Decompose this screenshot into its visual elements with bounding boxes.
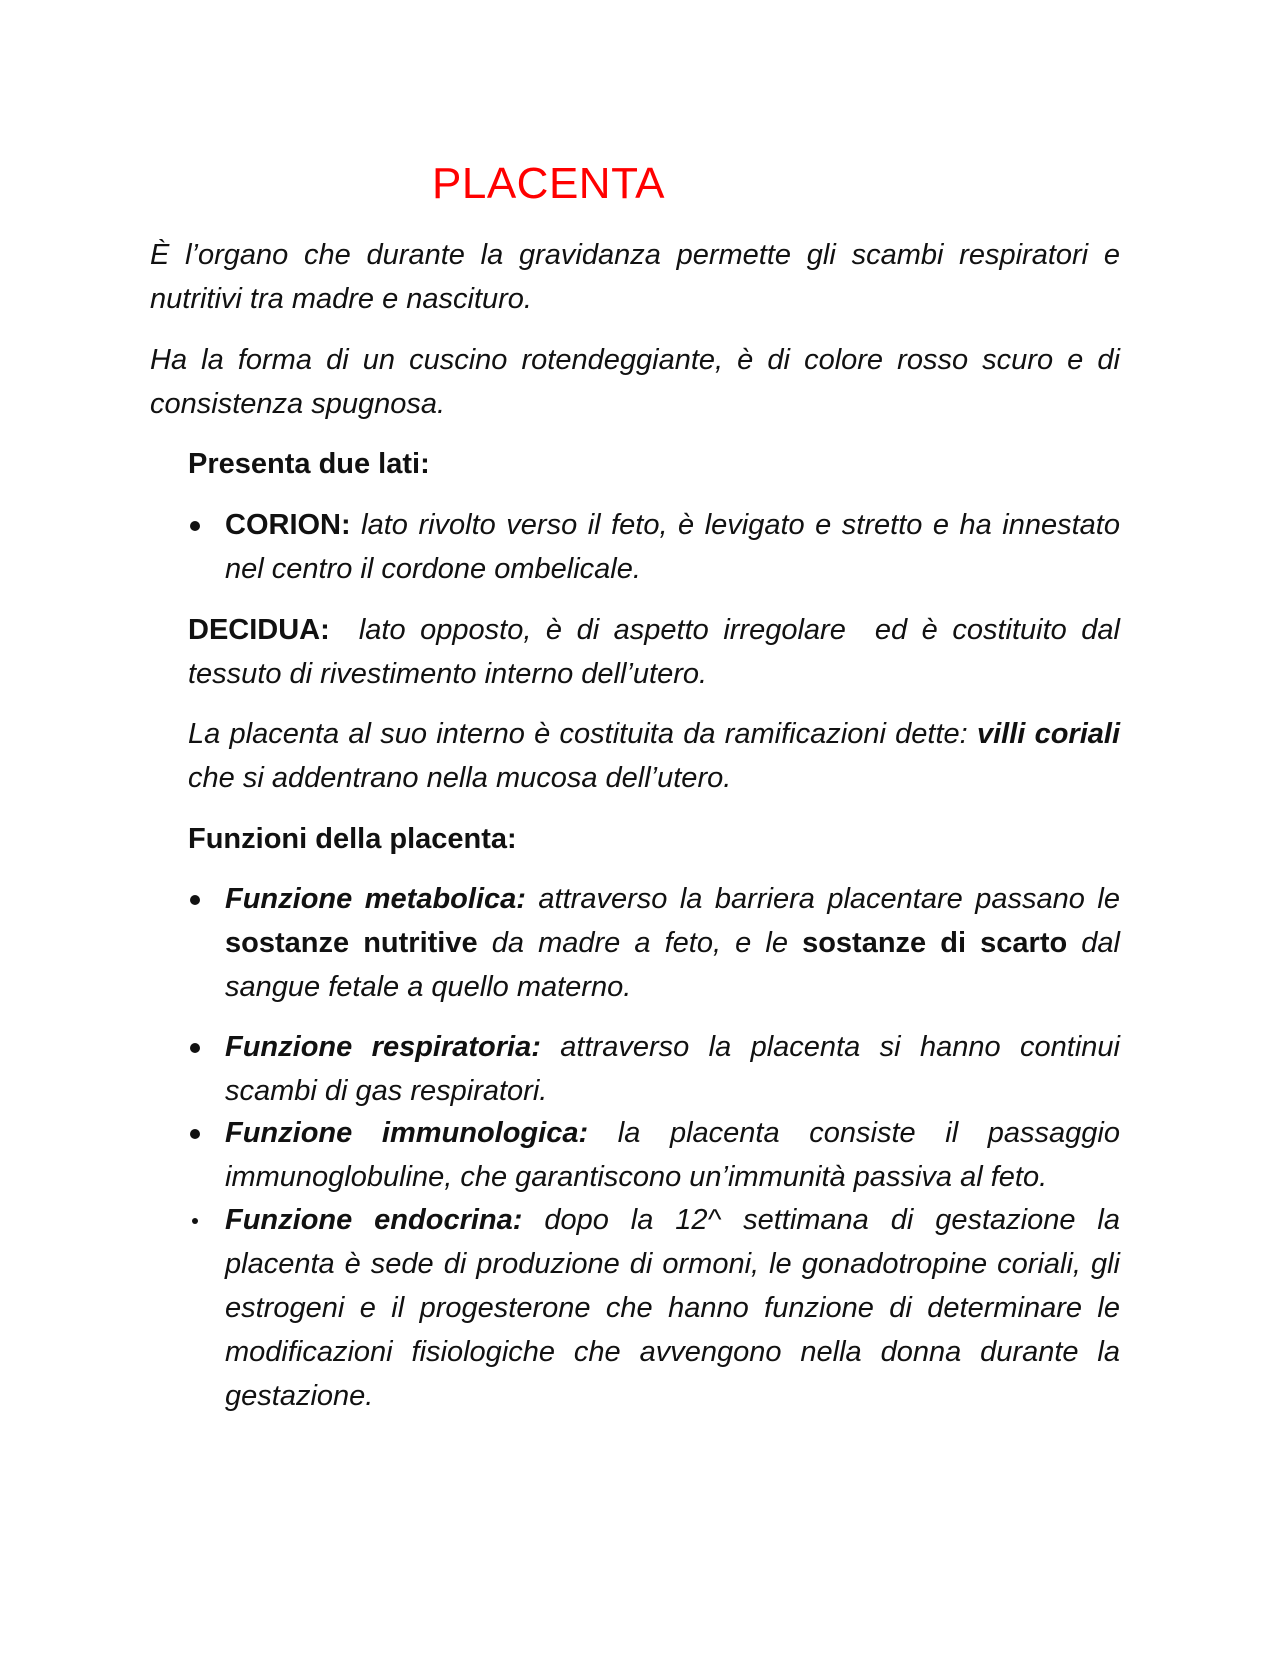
list-item-function-respiratory [225,1025,1120,1113]
function-label: Funzione endocrina: [225,1204,523,1236]
decidua-paragraph [188,608,1129,696]
intro-paragraph-2: Ha la forma di un cuscino rotendeggiante, è di colore rosso scuro e di consistenza spugnosa. [150,344,1120,420]
function-text: dal sangue fetale a quello materno. [225,927,1120,1003]
function-label: Funzione metabolica: [225,883,526,915]
function-label: Funzione immunologica: [225,1117,589,1149]
villi-bold-term: villi coriali [976,718,1121,750]
bullet-dot-icon [190,1129,200,1139]
function-label: Funzione respiratoria: [225,1031,541,1063]
bullet-dot-icon [190,1043,200,1053]
villi-text-after: che si addentrano nella mucosa dell’utero. [188,762,732,794]
sides-heading: Presenta due lati: [188,448,430,480]
decidua-label: DECIDUA: [188,614,330,646]
function-bold-term: sostanze di scarto [802,927,1068,959]
document-title: PLACENTA [432,159,666,208]
villi-paragraph [188,712,1120,800]
list-item-corion [225,503,1120,591]
function-text: la placenta consiste il passaggio immunoglobuline, che garantiscono un’immunità passiva al feto. [225,1117,1120,1193]
function-text: dopo la 12^ settimana di gestazione la placenta è sede di produzione di ormoni, le gonadotropine coriali, gli estrogeni e il progesterone che hanno funzione di determinare le modificazioni fisiologiche che avvengono nella donna durante la gestazione. [225,1204,1120,1412]
villi-text-before: La placenta al suo interno è costituita da ramificazioni dette: [188,718,977,750]
functions-heading: Funzioni della placenta: [188,823,517,855]
list-item-function-immunologic [225,1111,1120,1199]
bullet-dot-icon [190,895,200,905]
bullet-dot-icon [190,521,200,531]
list-item-function-endocrine [225,1198,1120,1418]
bullet-dot-icon [192,1218,198,1224]
function-text: da madre a feto, e le [477,927,803,959]
corion-text: lato rivolto verso il feto, è levigato e stretto e ha innestato nel centro il cordone ombelicale. [225,509,1120,585]
function-bold-term: sostanze nutritive [225,927,478,959]
list-item-function-metabolic [225,877,1120,1009]
function-text: attraverso la placenta si hanno continui scambi di gas respiratori. [225,1031,1120,1107]
decidua-text: lato opposto, è di aspetto irregolare ed è costituito dal tessuto di rivestimento interno dell’utero. [188,614,1129,690]
function-text: attraverso la barriera placentare passano le [525,883,1120,915]
corion-label: CORION: [225,509,351,541]
intro-paragraph-1: È l’organo che durante la gravidanza permette gli scambi respiratori e nutritivi tra madre e nascituro. [150,239,1120,315]
